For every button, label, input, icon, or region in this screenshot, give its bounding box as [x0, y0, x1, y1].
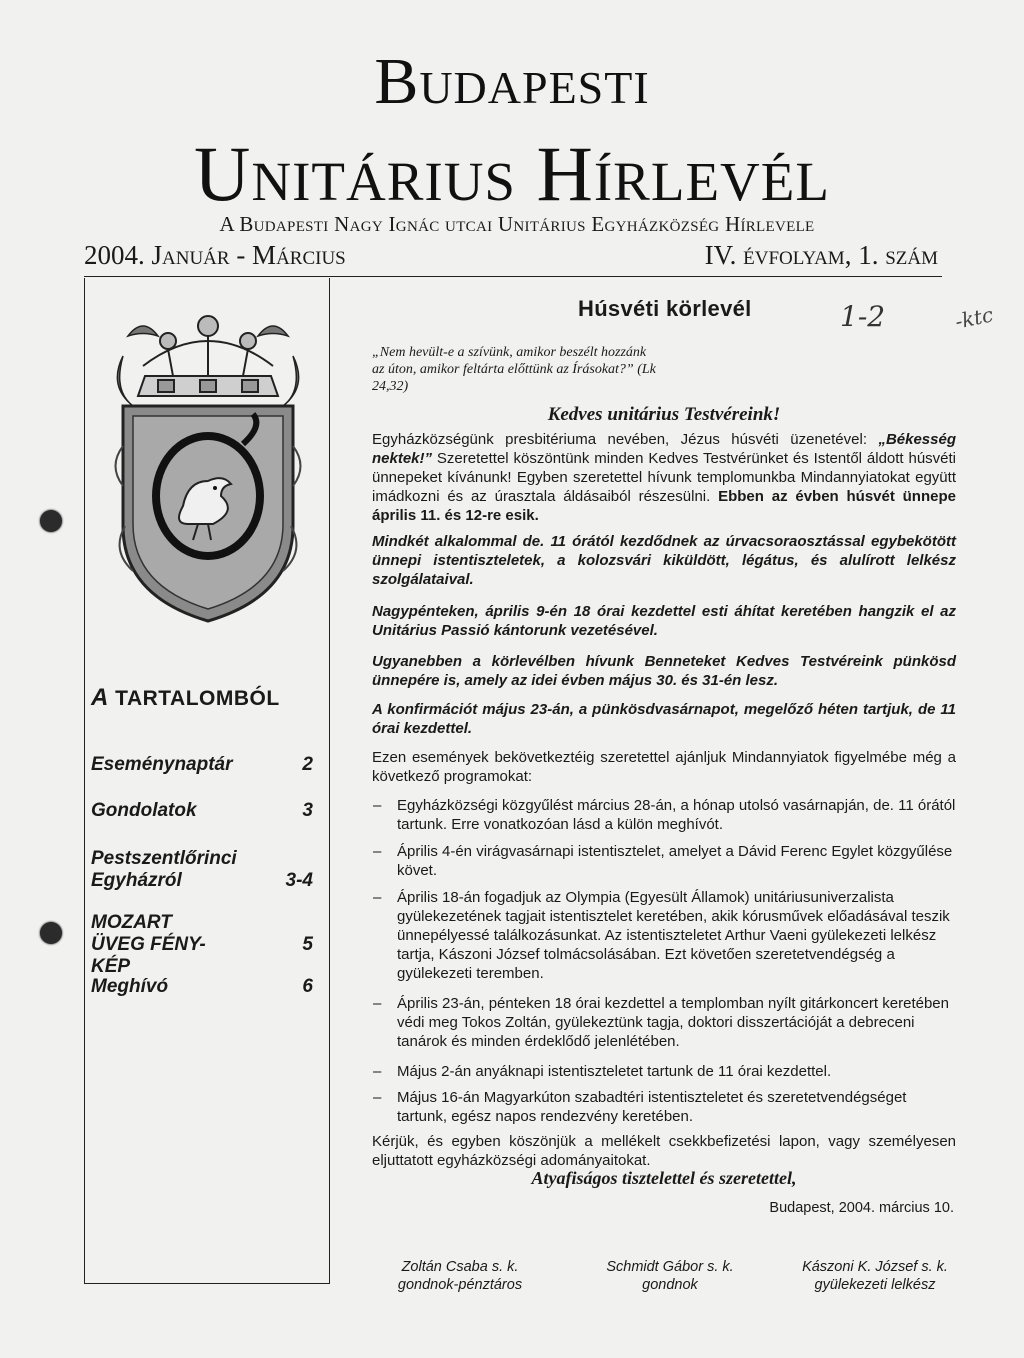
- paragraph-greeting: [372, 430, 956, 525]
- signature-name: Kászoni K. József s. k.: [802, 1259, 948, 1275]
- handwritten-mark: -ktc: [952, 302, 996, 334]
- sidebar-box: [84, 278, 330, 1284]
- paragraph-services: Mindkét alkalommal de. 11 órától kezdődnek az úrvacsoraosztással egybekötött ünnepi istentiszteletek, a kolozsvári kiküldött, légátus, és alulírott lelkész szolgálataival.: [372, 533, 956, 588]
- salutation: Kedves unitárius Testvéreink!: [547, 404, 781, 425]
- toc-heading: [91, 684, 280, 712]
- program-item: – Május 16-án Magyarkúton szabadtéri istentiszteletet és szeretetvendégséget tartunk, egész napos rendezvény keretében.: [373, 1089, 907, 1125]
- masthead-subtitle: A Budapesti Nagy Ignác utcai Unitárius Egyházközség Hírlevele: [219, 212, 815, 236]
- program-item-text: Május 16-án Magyarkúton szabadtéri istentiszteletet és szeretetvendégséget tartunk, egész napos rendezvény keretében.: [397, 1089, 907, 1125]
- closing-line: Atyafiságos tisztelettel és szeretettel,: [531, 1168, 797, 1188]
- bible-quote: „Nem hevült-e a szívünk, amikor beszélt hozzánk az úton, amikor feltárta előttünk az Írásokat?” (Lk 24,32): [372, 345, 656, 394]
- masthead-title-line2: Unitárius Hírlevél: [194, 130, 830, 217]
- program-item-text: Április 23-án, pénteken 18 órai kezdettel a templomban nyílt gitárkoncert keretében védi meg Tokos Zoltán, gyülekeztünk tagja, doktori disszertációját a debreceni tanárok és minden érdeklődő jelenlétében.: [397, 995, 949, 1050]
- p1-text-b: „Békesség nektek!”: [372, 431, 956, 467]
- paragraph-pentecost: Ugyanebben a körlevélben hívunk Benneteket Kedves Testvéreink pünkösd ünnepére is, amely az idei évben május 30. és 31-én lesz.: [372, 653, 956, 689]
- signature-role: gondnok: [642, 1277, 698, 1293]
- toc-item-title: Pestszentlőrinci Egyházról: [91, 848, 237, 891]
- paragraph-confirmation: A konfirmációt május 23-án, a pünkösdvasárnapot, megelőző héten tartjuk, de 11 órai kezdettel.: [372, 701, 956, 737]
- toc-item-title: Gondolatok: [91, 800, 197, 821]
- program-item-text: Április 18-án fogadjuk az Olympia (Egyesült Államok) unitáriusuniverzalista gyülekezetének tagjait istentisztelet keretében, akik kórusművek előadásával teszik ünnepélyessé találkozásunkat. Az istentiszteletet Arthur Vaeni gyülekezeti lelkész tartja, Kászoni József tolmácsolásában. Ezt követően szeretetvendégség a gyülekezeti teremben.: [397, 889, 950, 982]
- toc-item-page: 2: [302, 754, 313, 775]
- signature-name: Zoltán Csaba s. k.: [401, 1259, 519, 1275]
- punch-hole-top: [40, 510, 62, 532]
- toc-heading-rest: TARTALOMBÓL: [108, 687, 280, 710]
- place-date: Budapest, 2004. március 10.: [769, 1200, 954, 1216]
- p1-text-a: Egyházközségünk presbitériuma nevében, Jézus húsvéti üzenetével:: [372, 431, 879, 448]
- program-item: – Április 4-én virágvasárnapi istentisztelet, amelyet a Dávid Ferenc Egylet közgyűlése követ.: [373, 843, 953, 879]
- toc-item-title: Meghívó: [91, 976, 169, 997]
- paragraph-programs-intro: Ezen események bekövetkeztéig szeretettel ajánljuk Mindannyiatok figyelmébe még a következő programokat:: [372, 749, 956, 785]
- signature-role: gondnok-pénztáros: [397, 1277, 523, 1293]
- letter-title: Húsvéti körlevél: [578, 296, 752, 321]
- signature-block: [790, 1258, 960, 1294]
- p1-text-d: Ebben az évben húsvét ünnepe április 11. és 12-re esik.: [372, 488, 956, 524]
- signature-block: [590, 1258, 750, 1294]
- issue-date: 2004. Január - Március: [84, 240, 346, 270]
- masthead-rule: [84, 276, 942, 277]
- signature-role: gyülekezeti lelkész: [814, 1277, 936, 1293]
- issue-info-row: [84, 240, 944, 274]
- program-item-text: Április 4-én virágvasárnapi istentisztelet, amelyet a Dávid Ferenc Egylet közgyűlése követ.: [397, 843, 953, 879]
- signature-name: Schmidt Gábor s. k.: [606, 1259, 734, 1275]
- toc-item-page: 6: [302, 976, 313, 997]
- handwritten-page-note: 1-2: [840, 300, 886, 333]
- toc-item-page: 5: [302, 934, 313, 955]
- toc-item-page: 3-4: [285, 870, 313, 891]
- program-item: – Egyházközségi közgyűlést március 28-án, a hónap utolsó vasárnapján, de. 11 órától tartunk. Erre vonatkozóan lásd a külön meghívót.: [373, 797, 956, 833]
- toc-item-title: MOZART ÜVEG FÉNY-KÉP: [91, 912, 206, 977]
- toc-item-page: 3: [302, 800, 313, 821]
- punch-hole-bottom: [40, 922, 62, 944]
- issue-volume: IV. évfolyam, 1. szám: [704, 240, 938, 270]
- toc-item-title: Eseménynaptár: [91, 754, 233, 775]
- paragraph-donations: Kérjük, és egyben köszönjük a mellékelt csekkbefizetési lapon, vagy személyesen eljuttatott egyházközségi adományaitokat.: [372, 1133, 956, 1169]
- p1-text-c: Szeretettel köszöntünk minden Kedves Testvérünket és Istentől áldott húsvéti ünnepeket kívánunk! Egyben szeretettel hívunk templomunkba Mindannyiatokat együtt imádkozni és az úrasztala áldásaiból részesülni.: [372, 450, 956, 505]
- program-item: – Május 2-án anyáknapi istentiszteletet tartunk de 11 órai kezdettel.: [373, 1063, 832, 1080]
- signature-block: [380, 1258, 540, 1294]
- program-item-text: Egyházközségi közgyűlést március 28-án, a hónap utolsó vasárnapján, de. 11 órától tartunk. Erre vonatkozóan lásd a külön meghívót.: [397, 797, 956, 833]
- program-item: – Április 23-án, pénteken 18 órai kezdettel a templomban nyílt gitárkoncert keretében védi meg Tokos Zoltán, gyülekeztünk tagja, doktori disszertációját a debreceni tanárok és minden érdeklődő jelenlétében.: [373, 995, 949, 1050]
- masthead-title-line1: Budapesti: [374, 45, 650, 118]
- paragraph-good-friday: Nagypénteken, április 9-én 18 órai kezdettel esti áhítat keretében hangzik el az Unitárius Passió kántorunk vezetésével.: [372, 603, 956, 639]
- toc-heading-a: A: [91, 684, 109, 711]
- program-item: – Április 18-án fogadjuk az Olympia (Egyesült Államok) unitáriusuniverzalista gyülekezetének tagjait istentisztelet keretében, akik kórusművek előadásával teszik ünnepélyessé találkozásunkat. Az istentiszteletet Arthur Vaeni gyülekezeti lelkész tartja, Kászoni József tolmácsolásában. Ezt követően szeretetvendégség a gyülekezeti teremben.: [373, 889, 950, 982]
- program-item-text: Május 2-án anyáknapi istentiszteletet tartunk de 11 órai kezdettel.: [397, 1063, 832, 1080]
- coat-of-arms-icon: [103, 296, 313, 626]
